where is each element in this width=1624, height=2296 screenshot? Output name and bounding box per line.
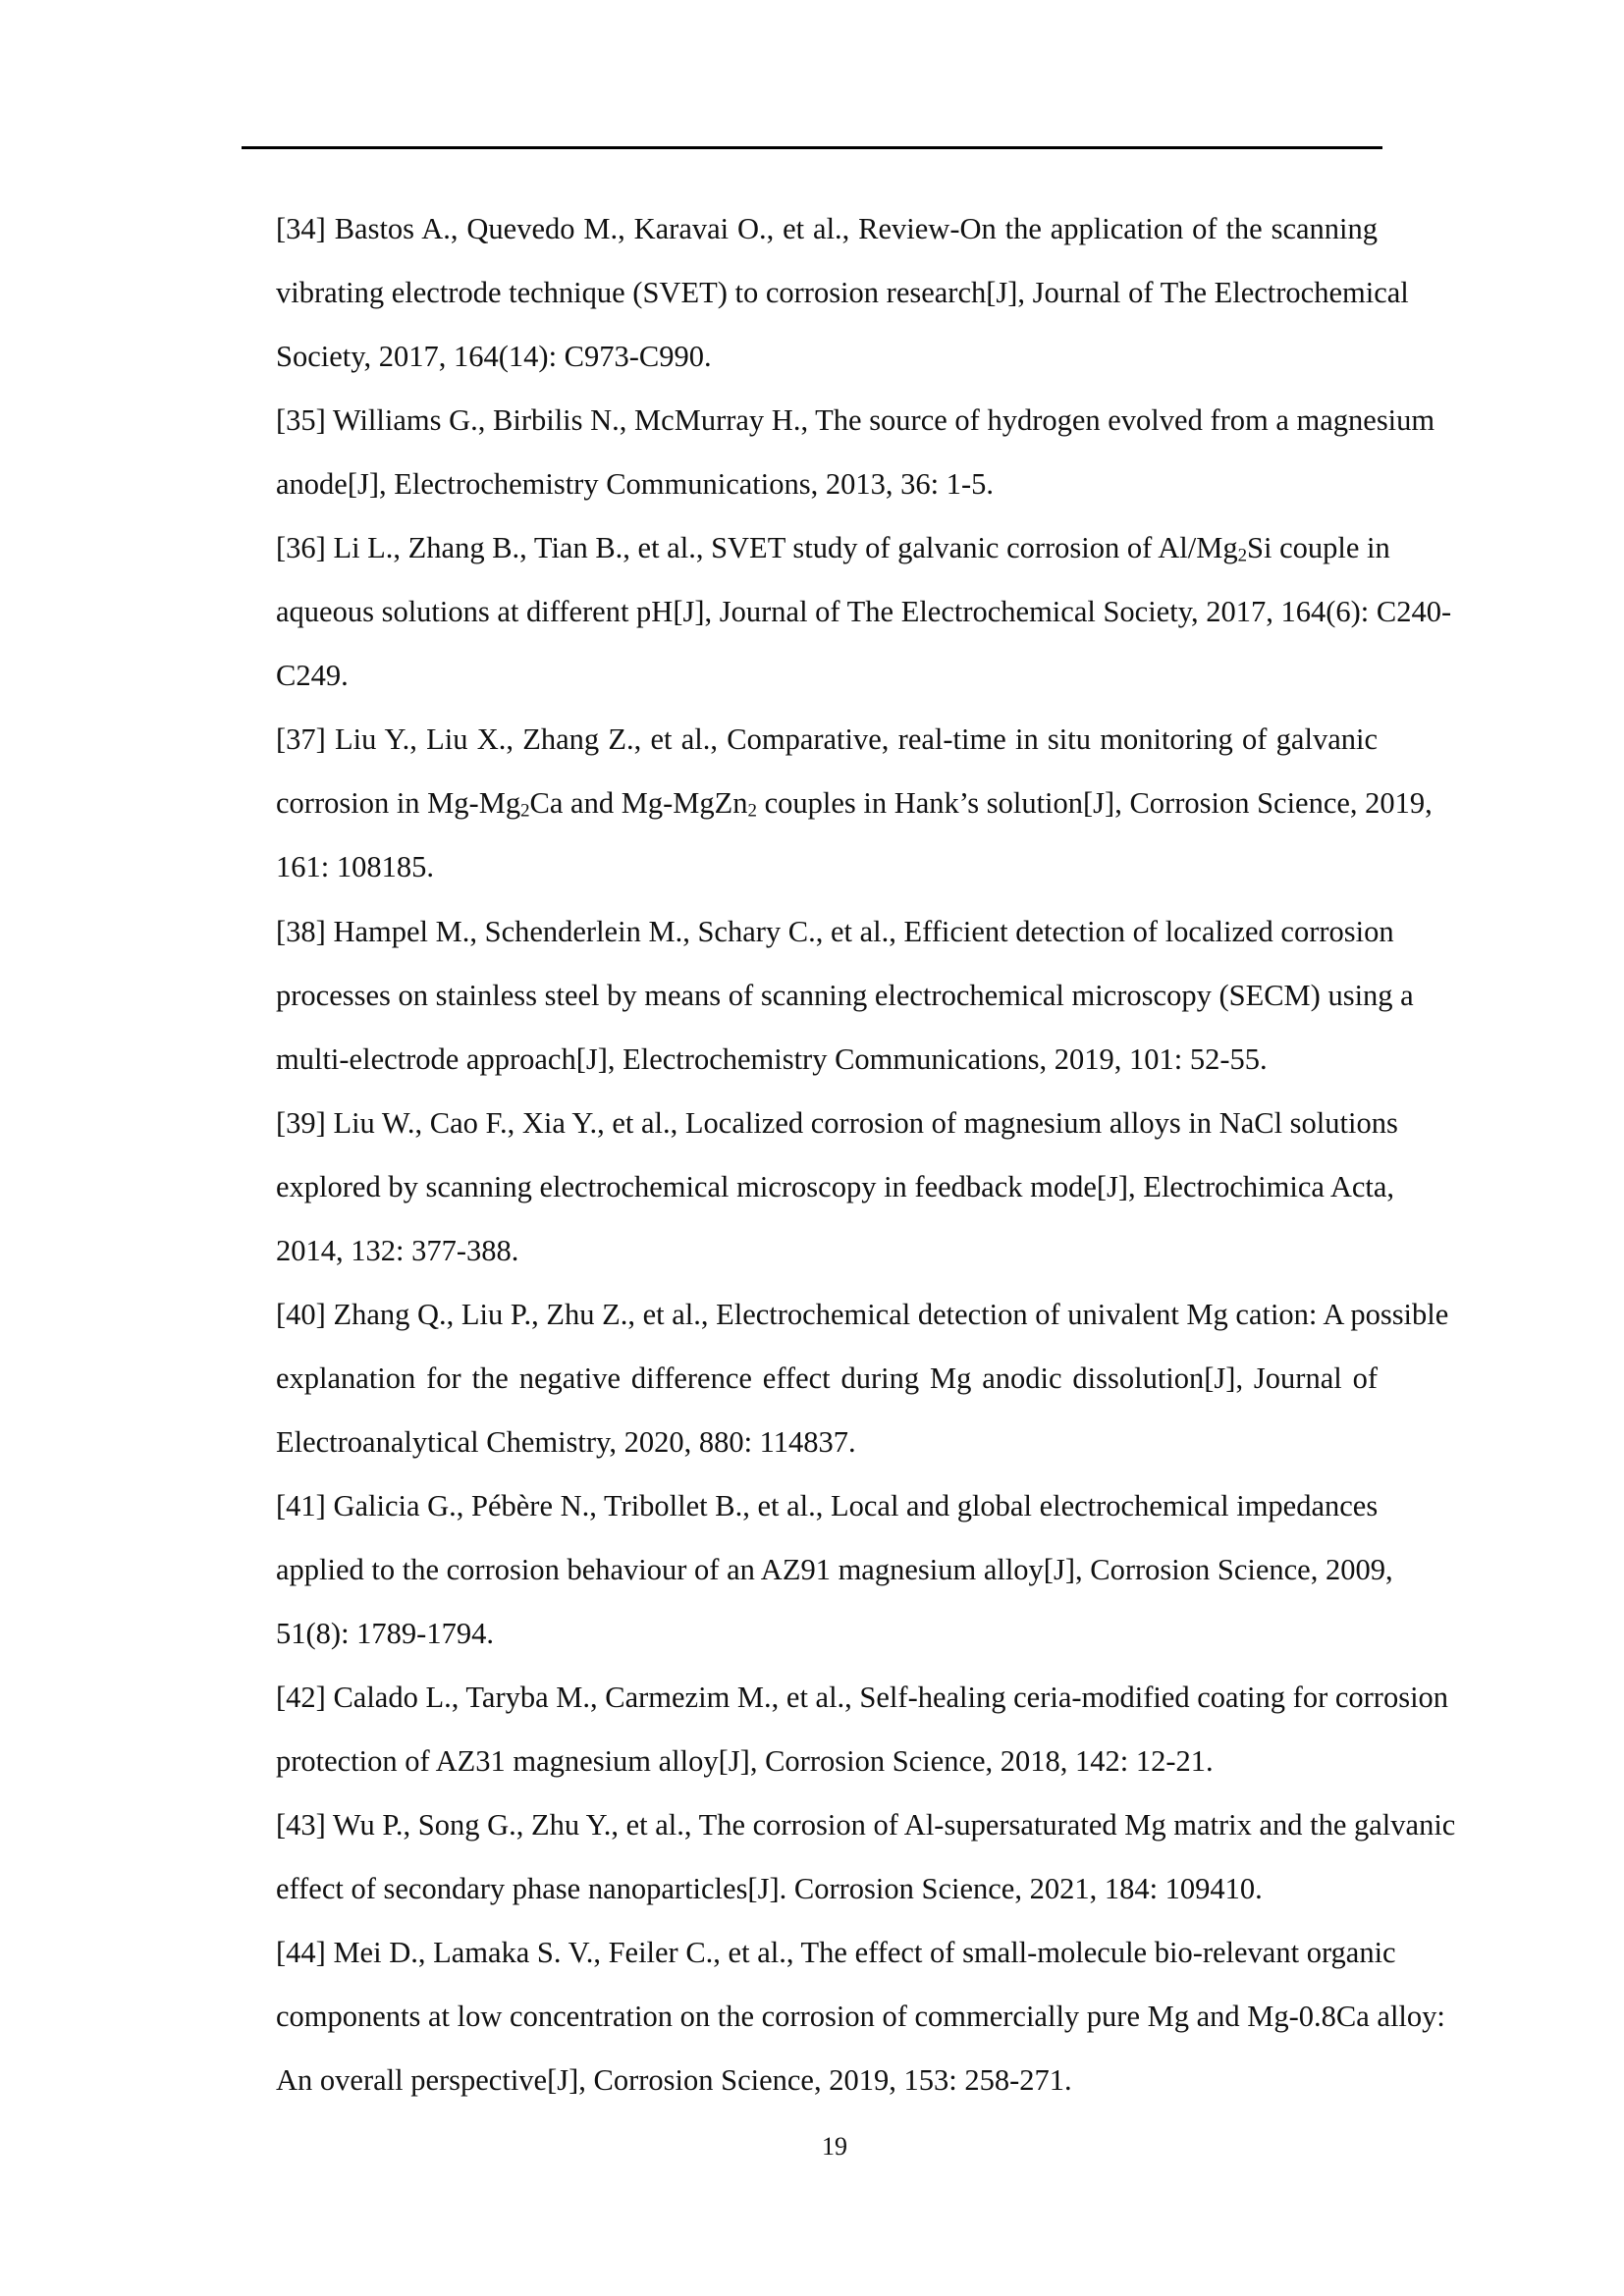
reference-39-line-1: [39] Liu W., Cao F., Xia Y., et al., Localized corrosion of magnesium alloys in NaCl solutions [276, 1105, 1398, 1140]
reference-38-line-3: multi-electrode approach[J], Electrochemistry Communications, 2019, 101: 52-55. [276, 1041, 1268, 1076]
subscript: 2 [1237, 545, 1248, 566]
reference-41-line-3: 51(8): 1789-1794. [276, 1617, 494, 1651]
reference-list [276, 208, 1456, 2123]
reference-37-line-2 [276, 782, 1433, 846]
reference-43-line-1: [43] Wu P., Song G., Zhu Y., et al., The corrosion of Al-supersaturated Mg matrix and the galvanic [276, 1808, 1456, 1842]
reference-37-text: couples in Hank’s solution[J], Corrosion Science, 2019, [756, 786, 1433, 821]
reference-40-line-3: Electroanalytical Chemistry, 2020, 880: 114837. [276, 1424, 856, 1459]
reference-37-text: Ca and Mg-MgZn [529, 786, 748, 821]
reference-36-text: [36] Li L., Zhang B., Tian B., et al., SVET study of galvanic corrosion of Al/Mg [276, 531, 1238, 565]
reference-34-line-1: [34] Bastos A., Quevedo M., Karavai O., et al., Review-On the application of the scanning [276, 212, 1378, 245]
page-number: 19 [822, 2132, 847, 2161]
reference-36-line-1 [276, 527, 1390, 591]
reference-40-line-1: [40] Zhang Q., Liu P., Zhu Z., et al., Electrochemical detection of univalent Mg cation: A possible [276, 1297, 1449, 1331]
reference-44-line-3: An overall perspective[J], Corrosion Science, 2019, 153: 258-271. [276, 2063, 1072, 2098]
reference-36-text: Si couple in [1247, 531, 1390, 565]
subscript: 2 [520, 800, 530, 822]
reference-37-line-3: 161: 108185. [276, 850, 434, 884]
reference-35-line-2: anode[J], Electrochemistry Communications, 2013, 36: 1-5. [276, 467, 995, 502]
reference-37-line-1: [37] Liu Y., Liu X., Zhang Z., et al., Comparative, real-time in situ monitoring of galvanic [276, 722, 1378, 757]
reference-44-line-2: components at low concentration on the corrosion of commercially pure Mg and Mg-0.8Ca alloy: [276, 2000, 1445, 2034]
reference-43-line-2: effect of secondary phase nanoparticles[J]. Corrosion Science, 2021, 184: 109410. [276, 1872, 1263, 1906]
reference-36-line-2: aqueous solutions at different pH[J], Journal of The Electrochemical Society, 2017, 164(6): C240- [276, 595, 1452, 629]
reference-44-line-1: [44] Mei D., Lamaka S. V., Feiler C., et al., The effect of small-molecule bio-relevant organic [276, 1936, 1396, 1970]
reference-34-line-2: vibrating electrode technique (SVET) to corrosion research[J], Journal of The Electrochemical [276, 276, 1409, 310]
reference-35-line-1: [35] Williams G., Birbilis N., McMurray H., The source of hydrogen evolved from a magnesium [276, 403, 1435, 438]
reference-34-line-3: Society, 2017, 164(14): C973-C990. [276, 340, 712, 374]
reference-41-line-1: [41] Galicia G., Pébère N., Tribollet B., et al., Local and global electrochemical impedances [276, 1488, 1379, 1522]
subscript: 2 [747, 800, 757, 822]
reference-36-line-3: C249. [276, 659, 349, 693]
reference-41-line-2: applied to the corrosion behaviour of an AZ91 magnesium alloy[J], Corrosion Science, 2009, [276, 1552, 1393, 1586]
reference-39-line-2: explored by scanning electrochemical microscopy in feedback mode[J], Electrochimica Acta, [276, 1169, 1395, 1203]
reference-42-line-1: [42] Calado L., Taryba M., Carmezim M., et al., Self-healing ceria-modified coating for corrosion [276, 1681, 1449, 1715]
reference-40-line-2: explanation for the negative difference effect during Mg anodic dissolution[J], Journal of [276, 1361, 1378, 1395]
reference-39-line-3: 2014, 132: 377-388. [276, 1233, 519, 1267]
reference-38-line-1: [38] Hampel M., Schenderlein M., Schary C., et al., Efficient detection of localized corrosion [276, 914, 1394, 948]
reference-38-line-2: processes on stainless steel by means of scanning electrochemical microscopy (SECM) using a [276, 978, 1414, 1012]
header-rule [242, 146, 1382, 149]
reference-42-line-2: protection of AZ31 magnesium alloy[J], Corrosion Science, 2018, 142: 12-21. [276, 1744, 1214, 1779]
reference-37-text: corrosion in Mg-Mg [276, 786, 521, 821]
